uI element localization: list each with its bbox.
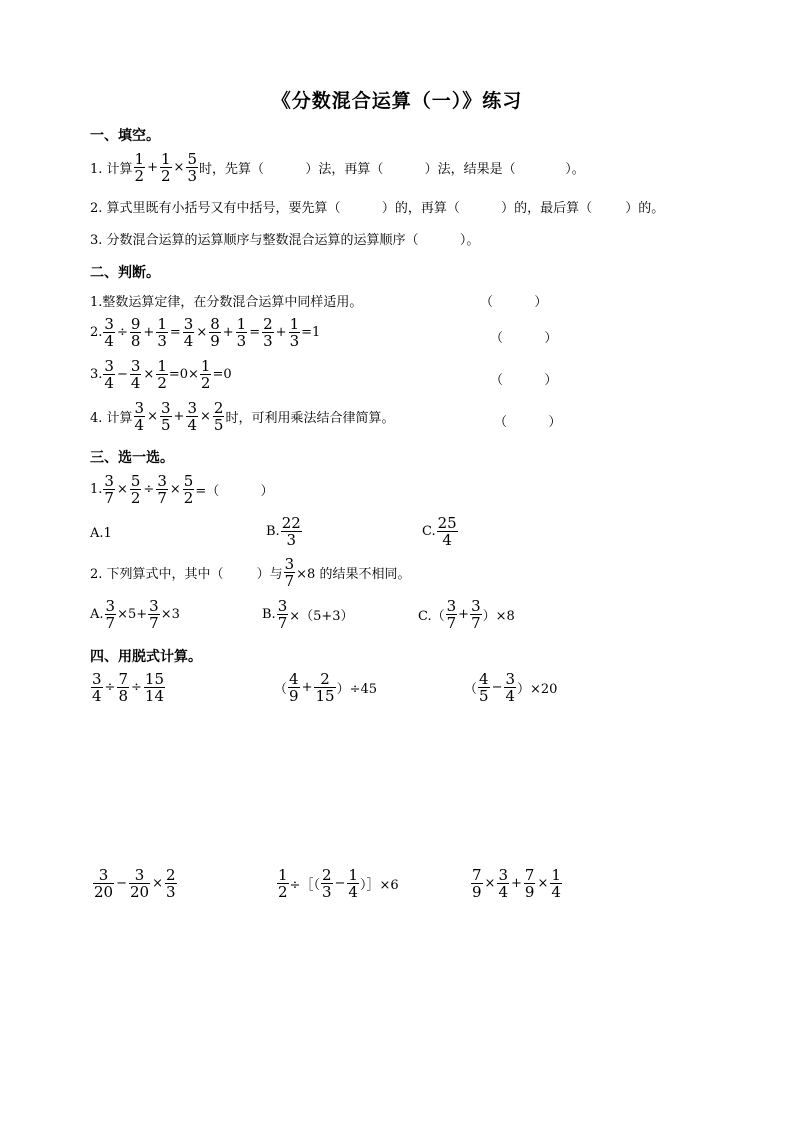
fraction: [130, 358, 142, 391]
q-text: 时，先算（ ）法，再算（ ）法，结果是（ ）。: [199, 162, 585, 177]
numerator: 15: [144, 670, 164, 688]
fraction: [288, 671, 300, 704]
operator: −: [116, 367, 128, 382]
operator: ÷: [143, 482, 155, 497]
option-c: [422, 515, 459, 548]
fraction: [209, 316, 221, 349]
operator: ÷: [104, 680, 116, 695]
fraction: [281, 515, 302, 548]
answer-paren: （ ）: [494, 415, 562, 430]
expression-text: +: [458, 607, 470, 622]
expression-text: B.: [262, 607, 276, 622]
option-a: [90, 598, 180, 631]
operator: +: [275, 325, 287, 340]
expression-text: 2.: [90, 325, 103, 340]
denominator: 9: [210, 332, 220, 350]
fraction: [213, 400, 225, 433]
numerator: 1: [200, 357, 211, 375]
numerator: 1: [161, 150, 171, 168]
denominator: 2: [161, 167, 171, 185]
fraction: [183, 473, 195, 506]
numerator: 1: [278, 866, 288, 884]
answer-paren: （ ）: [490, 331, 558, 346]
operator: =: [249, 325, 261, 340]
fraction: [160, 151, 172, 184]
numerator: 1: [236, 315, 247, 333]
denominator: 2: [157, 374, 167, 392]
operator: ×: [200, 409, 211, 424]
denominator: 4: [104, 374, 114, 392]
numerator: 3: [505, 670, 516, 688]
denominator: 3: [321, 883, 332, 901]
denominator: 7: [105, 614, 116, 632]
fraction: [550, 867, 562, 900]
numerator: 1: [551, 866, 561, 884]
answer-paren: （ ）: [480, 295, 548, 310]
denominator: 20: [94, 883, 114, 901]
expression-text: =0×: [168, 367, 199, 382]
fraction: [437, 515, 458, 548]
numerator: 3: [92, 670, 102, 688]
denominator: 7: [277, 614, 288, 632]
numerator: 3: [104, 357, 114, 375]
numerator: 3: [277, 597, 288, 615]
numerator: 2: [321, 866, 332, 884]
numerator: 3: [157, 472, 167, 490]
operator: ×: [147, 409, 158, 424]
numerator: 8: [210, 315, 220, 333]
fraction: [134, 151, 146, 184]
numerator: 3: [471, 597, 481, 615]
denominator: 4: [134, 416, 145, 434]
fraction: [277, 867, 289, 900]
denominator: 9: [289, 687, 299, 705]
expression-text: C.: [422, 524, 436, 539]
denominator: 9: [472, 883, 482, 901]
operator: +: [301, 680, 313, 695]
answer-paren: （ ）: [490, 373, 558, 388]
fraction: [524, 867, 536, 900]
operator: −: [491, 680, 503, 695]
fraction: [504, 671, 516, 704]
numerator: 1: [157, 315, 167, 333]
s1-question-3: 3. 分数混合运算的运算顺序与整数混合运算的运算顺序（ ）。: [90, 233, 480, 248]
numerator: 3: [98, 866, 109, 884]
denominator: 4: [183, 332, 194, 350]
numerator: 2: [213, 399, 224, 417]
denominator: 2: [134, 167, 145, 185]
fraction: [165, 867, 177, 900]
numerator: 3: [161, 399, 171, 417]
numerator: 1: [134, 150, 145, 168]
calc-expression-6: [470, 867, 563, 900]
operator: −: [116, 876, 127, 891]
calc-expression-2: [274, 671, 377, 704]
denominator: 20: [130, 883, 150, 901]
fraction: [497, 867, 509, 900]
expression-text: ×（5+3）: [289, 609, 354, 624]
fraction: [183, 316, 195, 349]
fraction: [289, 316, 301, 349]
section-4-heading: 四、用脱式计算。: [90, 649, 202, 665]
fraction: [130, 473, 142, 506]
operator: +: [173, 409, 185, 424]
denominator: 7: [149, 614, 159, 632]
fraction: [262, 316, 274, 349]
denominator: 7: [284, 572, 295, 590]
fraction: [200, 358, 212, 391]
denominator: 5: [479, 687, 489, 705]
fraction: [314, 671, 335, 704]
fraction: [186, 151, 198, 184]
operator: ÷: [116, 325, 128, 340]
fraction: [478, 671, 490, 704]
expression-text: 2. 下列算式中，其中（ ）与: [90, 567, 283, 582]
denominator: 4: [130, 374, 141, 392]
denominator: 5: [161, 416, 171, 434]
numerator: 2: [263, 315, 273, 333]
expression-text: A.: [90, 607, 104, 622]
s2-question-2: [90, 316, 320, 349]
denominator: 4: [92, 687, 102, 705]
section-2-heading: 二、判断。: [90, 265, 160, 281]
fraction: [321, 867, 333, 900]
calc-expression-1: [90, 671, 166, 704]
denominator: 5: [213, 416, 224, 434]
s1-question-1: [90, 151, 585, 184]
numerator: 3: [104, 315, 114, 333]
denominator: 3: [236, 332, 247, 350]
denominator: 4: [104, 332, 114, 350]
numerator: 7: [472, 866, 482, 884]
numerator: 5: [187, 150, 197, 168]
fraction: [93, 867, 114, 900]
denominator: 7: [446, 614, 457, 632]
denominator: 4: [505, 687, 516, 705]
expression-text: ×5+: [117, 607, 148, 622]
denominator: 3: [263, 332, 273, 350]
fraction: [156, 316, 168, 349]
operator: =: [169, 325, 181, 340]
numerator: 4: [289, 670, 299, 688]
fraction: [284, 556, 296, 589]
expression-text: ）］×6: [359, 878, 399, 893]
denominator: 3: [157, 332, 167, 350]
expression-text: B.: [266, 524, 280, 539]
q-text: 1. 计算: [90, 162, 133, 177]
denominator: 4: [498, 883, 508, 901]
fraction: [446, 598, 458, 631]
numerator: 3: [284, 555, 295, 573]
denominator: 8: [118, 687, 128, 705]
denominator: 4: [442, 531, 452, 549]
fraction: [156, 358, 168, 391]
numerator: 3: [446, 597, 457, 615]
denominator: 7: [471, 614, 481, 632]
numerator: 5: [130, 472, 141, 490]
operator: +: [511, 876, 522, 891]
operator: +: [147, 160, 158, 175]
fraction: [236, 316, 248, 349]
denominator: 9: [524, 883, 535, 901]
operator: ×: [143, 367, 155, 382]
expression-text: =0: [212, 367, 232, 382]
denominator: 14: [144, 687, 164, 705]
numerator: 9: [130, 315, 141, 333]
operator: ÷: [131, 680, 142, 695]
numerator: 3: [105, 597, 116, 615]
fraction: [103, 358, 115, 391]
option-a: A.1: [90, 526, 112, 541]
denominator: 15: [315, 687, 335, 705]
calc-expression-5: [276, 867, 399, 900]
numerator: 4: [479, 670, 489, 688]
s1-question-2: 2. 算式里既有小括号又有中括号，要先算（ ）的，再算（ ）的，最后算（ ）的。: [90, 201, 665, 216]
numerator: 3: [130, 357, 141, 375]
expression-text: （: [464, 682, 478, 697]
numerator: 1: [289, 315, 300, 333]
operator: ×: [196, 325, 208, 340]
option-b: [262, 598, 354, 631]
numerator: 7: [524, 866, 535, 884]
fraction: [103, 316, 115, 349]
numerator: 3: [134, 866, 145, 884]
numerator: 3: [183, 315, 194, 333]
operator: +: [222, 325, 234, 340]
fraction: [471, 867, 483, 900]
denominator: 3: [166, 883, 176, 901]
calc-expression-3: [464, 671, 557, 704]
numerator: 3: [149, 597, 159, 615]
expression-text: ）÷45: [336, 682, 377, 697]
expression-text: ÷［（: [289, 878, 320, 893]
fraction: [117, 671, 129, 704]
fraction: [105, 598, 117, 631]
fraction: [129, 867, 150, 900]
fraction: [186, 400, 198, 433]
denominator: 2: [200, 374, 211, 392]
numerator: 25: [437, 514, 457, 532]
expression-text: （: [274, 682, 288, 697]
denominator: 3: [286, 531, 296, 549]
numerator: 1: [348, 866, 358, 884]
operator: −: [334, 876, 346, 891]
fraction: [470, 598, 482, 631]
operator: ×: [169, 482, 181, 497]
expression-text: 1.: [90, 482, 103, 497]
s2-question-1: 1.整数运算定律，在分数混合运算中同样适用。: [90, 295, 363, 310]
s3-question-2: [90, 556, 410, 589]
denominator: 7: [157, 489, 167, 507]
fraction: [103, 473, 115, 506]
fraction: [160, 400, 172, 433]
numerator: 22: [281, 514, 301, 532]
denominator: 8: [130, 332, 141, 350]
denominator: 3: [187, 167, 197, 185]
numerator: 3: [498, 866, 508, 884]
expression-text: C.（: [418, 609, 445, 624]
option-c: [418, 598, 515, 631]
expression-text: =1: [301, 325, 321, 340]
expression-text: ×3: [160, 607, 180, 622]
numerator: 3: [104, 472, 114, 490]
operator: ×: [537, 876, 549, 891]
expression-text: ×8 的结果不相同。: [296, 567, 411, 582]
expression-text: ）×20: [517, 682, 558, 697]
denominator: 2: [130, 489, 141, 507]
option-b: [266, 515, 303, 548]
s2-question-4: [90, 400, 394, 433]
fraction: [148, 598, 160, 631]
expression-text: 3.: [90, 367, 103, 382]
fraction: [134, 400, 146, 433]
denominator: 4: [187, 416, 197, 434]
denominator: 4: [551, 883, 561, 901]
page-title: 《分数混合运算（一）》练习: [271, 90, 523, 112]
section-3-heading: 三、选一选。: [90, 450, 174, 466]
numerator: 2: [166, 866, 176, 884]
expression-text: ）×8: [482, 609, 515, 624]
numerator: 3: [134, 399, 145, 417]
fraction: [156, 473, 168, 506]
operator: +: [143, 325, 155, 340]
denominator: 4: [348, 883, 358, 901]
denominator: 3: [289, 332, 300, 350]
denominator: 7: [104, 489, 114, 507]
calc-expression-4: [92, 867, 178, 900]
expression-text: =（ ）: [195, 484, 274, 499]
s3-question-1: [90, 473, 274, 506]
operator: ×: [116, 482, 128, 497]
numerator: 1: [157, 357, 167, 375]
numerator: 3: [187, 399, 197, 417]
s2-question-3: [90, 358, 232, 391]
numerator: 7: [118, 670, 128, 688]
numerator: 2: [320, 670, 330, 688]
denominator: 2: [278, 883, 288, 901]
fraction: [347, 867, 359, 900]
fraction: [277, 598, 289, 631]
expression-text: 时，可利用乘法结合律简算。: [225, 411, 395, 426]
operator: ×: [484, 876, 496, 891]
fraction: [91, 671, 103, 704]
section-1-heading: 一、填空。: [90, 128, 160, 144]
fraction: [144, 671, 165, 704]
expression-text: 4. 计算: [90, 411, 133, 426]
denominator: 2: [183, 489, 194, 507]
fraction: [130, 316, 142, 349]
operator: ×: [152, 876, 163, 891]
operator: ×: [173, 160, 185, 175]
numerator: 5: [183, 472, 194, 490]
